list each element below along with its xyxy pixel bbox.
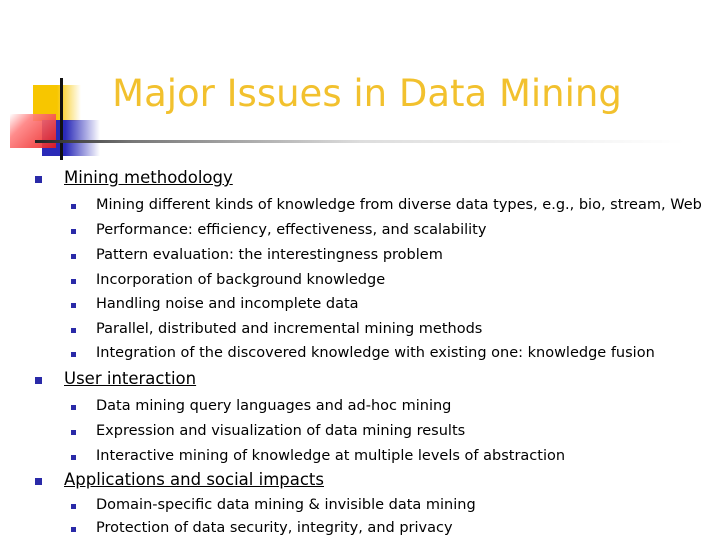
list-item: Expression and visualization of data mining results xyxy=(96,423,466,439)
sub-bullet-icon xyxy=(71,527,76,532)
list-item: Domain-specific data mining & invisible data mining xyxy=(96,497,476,513)
bullet-icon xyxy=(35,478,42,485)
section-heading: Mining methodology xyxy=(64,168,233,187)
list-item: Data mining query languages and ad-hoc mining xyxy=(96,398,452,414)
sub-bullet-icon xyxy=(71,352,76,357)
sub-bullet-icon xyxy=(71,504,76,509)
list-item: Handling noise and incomplete data xyxy=(96,296,359,312)
section-heading: User interaction xyxy=(64,369,197,388)
list-item: Pattern evaluation: the interestingness problem xyxy=(96,247,443,263)
list-item: Integration of the discovered knowledge with existing one: knowledge fusion xyxy=(96,345,655,361)
slide-title: Major Issues in Data Mining xyxy=(112,72,622,115)
list-item: Incorporation of background knowledge xyxy=(96,272,386,288)
sub-bullet-icon xyxy=(71,254,76,259)
sub-bullet-icon xyxy=(71,204,76,209)
sub-bullet-icon xyxy=(71,303,76,308)
sub-bullet-icon xyxy=(71,279,76,284)
list-item: Protection of data security, integrity, and privacy xyxy=(96,520,453,536)
sub-bullet-icon xyxy=(71,328,76,333)
list-item: Interactive mining of knowledge at multiple levels of abstraction xyxy=(96,448,566,464)
list-item: Parallel, distributed and incremental mining methods xyxy=(96,321,483,337)
sub-bullet-icon xyxy=(71,430,76,435)
list-item: Performance: efficiency, effectiveness, and scalability xyxy=(96,222,487,238)
list-item: Mining different kinds of knowledge from diverse data types, e.g., bio, stream, Web xyxy=(96,197,702,213)
sub-bullet-icon xyxy=(71,229,76,234)
sub-bullet-icon xyxy=(71,455,76,460)
title-divider xyxy=(35,140,685,143)
section-heading: Applications and social impacts xyxy=(64,470,324,489)
bullet-icon xyxy=(35,377,42,384)
sub-bullet-icon xyxy=(71,405,76,410)
bullet-icon xyxy=(35,176,42,183)
